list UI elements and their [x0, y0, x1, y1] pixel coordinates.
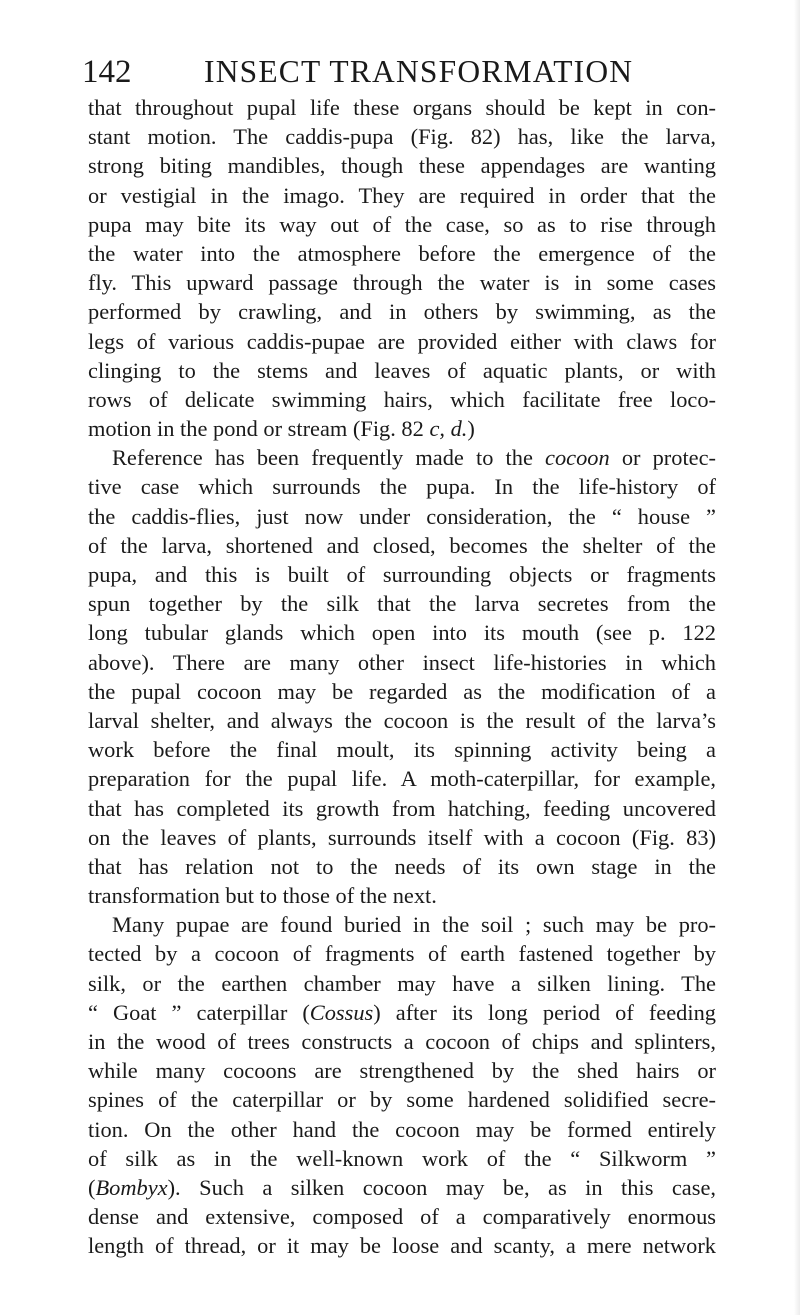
text-line: dense and extensive, composed of a comparatively enormous — [88, 1204, 716, 1230]
italic-term: cocoon — [545, 445, 610, 471]
text-line: while many cocoons are strengthened by the shed hairs or — [88, 1058, 716, 1084]
text-line: or vestigial in the imago. They are required in order that the — [88, 182, 716, 208]
text-line: of the larva, shortened and closed, becomes the shelter of the — [88, 532, 716, 558]
text-line: of silk as in the well-known work of the “ Silkworm ” — [88, 1145, 716, 1171]
text-segment: Reference has been frequently made to the — [112, 445, 546, 471]
text-line: pupa may bite its way out of the case, so as to rise through — [88, 211, 716, 237]
text-line: the caddis-flies, just now under consideration, the “ house ” — [88, 503, 716, 529]
text-line: that throughout pupal life these organs should be kept in con- — [88, 95, 716, 120]
text-line: legs of various caddis-pupae are provided either with claws for — [88, 328, 716, 354]
text-line: tive case which surrounds the pupa. In the life-history of — [88, 474, 716, 500]
text-line: transformation but to those of the next. — [88, 883, 437, 909]
body-text — [88, 93, 716, 1261]
text-line: Many pupae are found buried in the soil ; such may be pro- — [112, 912, 716, 938]
text-line: long tubular glands which open into its mouth (see p. 122 — [88, 620, 716, 646]
text-line: rows of delicate swimming hairs, which facilitate free loco- — [88, 386, 716, 412]
text-line: on the leaves of plants, surrounds itself with a cocoon (Fig. 83) — [88, 824, 716, 850]
text-line: the water into the atmosphere before the emergence of the — [88, 240, 716, 266]
text-line: length of thread, or it may be loose and scanty, a mere network — [88, 1233, 716, 1259]
text-line: above). There are many other insect life-histories in which — [88, 649, 716, 675]
text-line — [88, 443, 716, 472]
text-segment: motion in the pond or stream (Fig. 82 — [88, 416, 430, 442]
text-line: strong biting mandibles, though these appendages are wanting — [88, 153, 716, 179]
text-line: tected by a cocoon of fragments of earth fastened together by — [88, 941, 716, 967]
text-segment: ) after its long period of feeding — [373, 999, 716, 1025]
running-title: INSECT TRANSFORMATION — [204, 54, 634, 89]
text-line — [88, 998, 716, 1027]
text-line: tion. On the other hand the cocoon may be formed entirely — [88, 1116, 716, 1142]
text-line: spun together by the silk that the larva secretes from the — [88, 591, 716, 617]
text-segment: or protec- — [609, 445, 716, 471]
italic-term: Bombyx — [95, 1174, 168, 1200]
text-segment: ). Such a silken cocoon may be, as in this case, — [167, 1174, 716, 1200]
page-header — [82, 52, 722, 92]
text-segment: ( — [88, 1174, 96, 1200]
text-line: preparation for the pupal life. A moth-caterpillar, for example, — [88, 766, 716, 792]
page-number: 142 — [82, 54, 132, 90]
text-line: stant motion. The caddis-pupa (Fig. 82) has, like the larva, — [88, 124, 716, 150]
page-edge-shadow — [794, 0, 800, 1315]
text-line: performed by crawling, and in others by swimming, as the — [88, 299, 716, 325]
text-line — [88, 1173, 716, 1202]
text-line: spines of the caterpillar or by some hardened solidified secre- — [88, 1087, 716, 1113]
text-line: in the wood of trees constructs a cocoon of chips and splinters, — [88, 1029, 716, 1054]
text-line: the pupal cocoon may be regarded as the modification of a — [88, 678, 716, 704]
italic-term: Cossus — [309, 999, 374, 1025]
text-segment: ) — [467, 416, 475, 442]
text-line: larval shelter, and always the cocoon is the result of the larva’s — [88, 707, 716, 733]
text-line: that has relation not to the needs of its own stage in the — [88, 853, 716, 879]
italic-term: c, d. — [429, 416, 468, 442]
text-line: silk, or the earthen chamber may have a silken lining. The — [88, 970, 716, 996]
text-line: pupa, and this is built of surrounding objects or fragments — [88, 562, 716, 587]
text-line: fly. This upward passage through the water is in some cases — [88, 270, 716, 296]
text-line: clinging to the stems and leaves of aquatic plants, or with — [88, 357, 716, 383]
text-segment: “ Goat ” caterpillar ( — [88, 999, 310, 1025]
text-line — [88, 414, 716, 443]
text-line: work before the final moult, its spinning activity being a — [88, 737, 716, 763]
text-line: that has completed its growth from hatching, feeding uncovered — [88, 795, 716, 821]
